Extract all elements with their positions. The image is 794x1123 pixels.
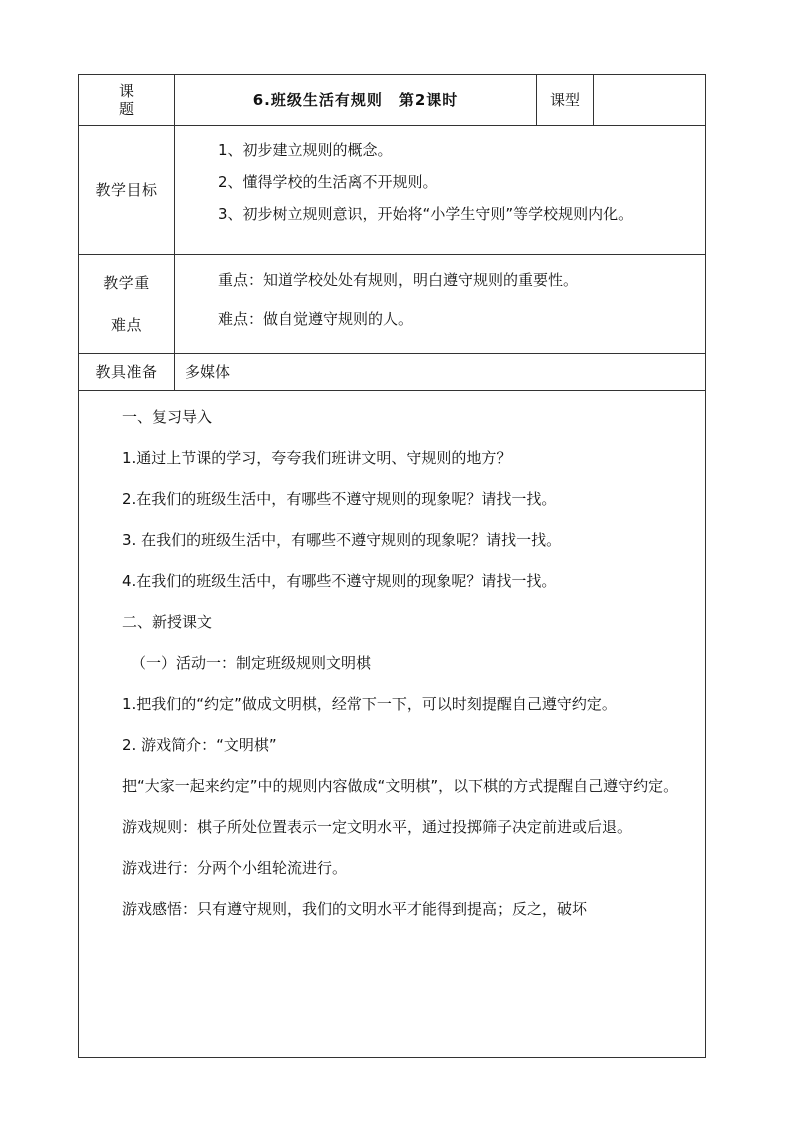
lesson-plan-table [78,74,706,1058]
key-point: 重点：知道学校处处有规则，明白遵守规则的重要性。 [218,271,579,289]
game-process: 游戏进行：分两个小组轮流进行。 [122,859,348,877]
section-new-lesson: 二、新授课文 [122,613,213,631]
tools-value: 多媒体 [175,354,706,391]
objective-item: 3、初步树立规则意识，开始将“小学生守则”等学校规则内化。 [218,205,634,223]
activity-one-title: （一）活动一：制定班级规则文明棋 [131,654,372,672]
lesson-title-label: 课 题 [79,75,175,126]
title-row [79,75,706,126]
activity-point-2: 2. 游戏简介：“文明棋” [122,736,277,754]
key-difficult-content [175,255,706,354]
question-4: 4.在我们的班级生活中，有哪些不遵守规则的现象呢？请找一找。 [122,572,557,590]
objectives-content [175,126,706,255]
section-review: 一、复习导入 [122,408,213,426]
procedure-row [79,391,706,1058]
game-reflection: 游戏感悟：只有遵守规则，我们的文明水平才能得到提高；反之，破坏 [122,900,588,918]
game-rules: 游戏规则：棋子所处位置表示一定文明水平，通过投掷筛子决定前进或后退。 [122,818,633,836]
lesson-title: 6.班级生活有规则 第2课时 [175,75,537,126]
tools-label: 教具准备 [79,354,175,391]
objectives-label: 教学目标 [79,126,175,255]
difficult-point: 难点：做自觉遵守规则的人。 [218,310,414,328]
teaching-procedure [79,391,706,1058]
key-difficult-label-line2: 难点 [110,316,142,334]
objective-item: 1、初步建立规则的概念。 [218,141,393,159]
question-2: 2.在我们的班级生活中，有哪些不遵守规则的现象呢？请找一找。 [122,490,557,508]
game-introduction: 把“大家一起来约定”中的规则内容做成“文明棋”，以下棋的方式提醒自己遵守约定。 [122,777,679,795]
objective-item: 2、懂得学校的生活离不开规则。 [218,173,438,191]
key-difficult-label [79,255,175,354]
activity-point-1: 1.把我们的“约定”做成文明棋，经常下一下，可以时刻提醒自己遵守约定。 [122,695,617,713]
objectives-row [79,126,706,255]
tools-row [79,354,706,391]
lesson-type-value [594,75,706,126]
key-difficult-label-line1: 教学重 [103,274,150,292]
question-3: 3. 在我们的班级生活中，有哪些不遵守规则的现象呢？请找一找。 [122,531,562,549]
question-1: 1.通过上节课的学习，夸夸我们班讲文明、守规则的地方？ [122,449,512,467]
key-difficult-row [79,255,706,354]
lesson-type-label: 课型 [537,75,594,126]
